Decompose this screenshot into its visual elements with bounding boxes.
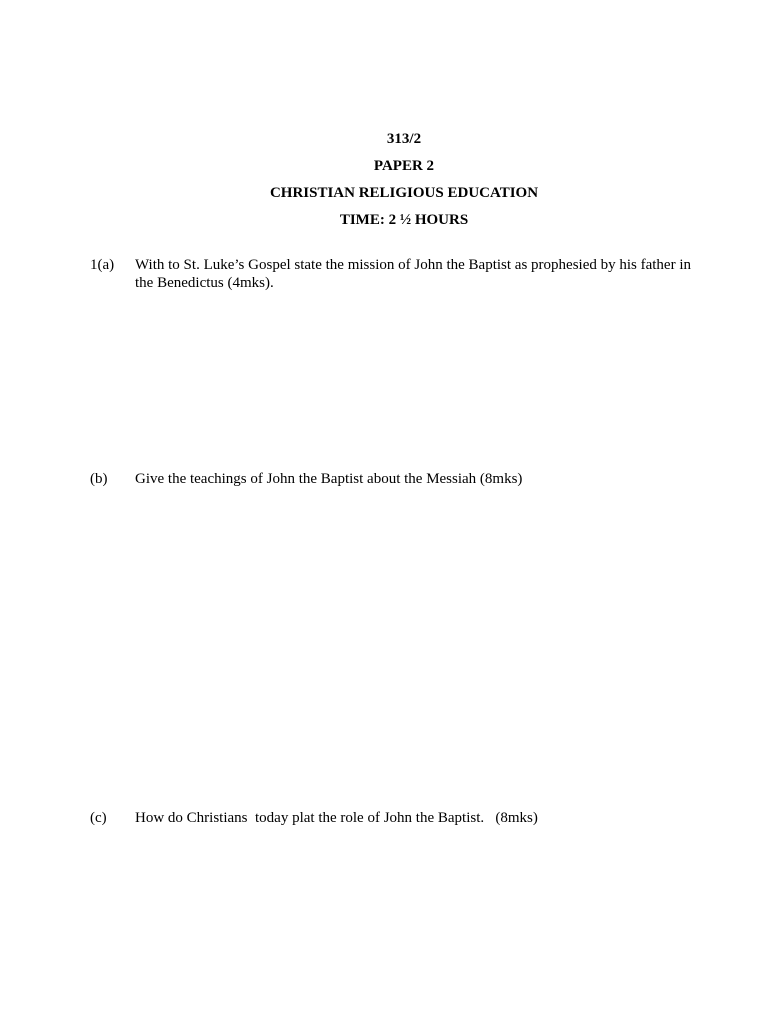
question-text: How do Christians today plat the role of John the Baptist. (8mks) (135, 810, 538, 826)
question-text: Give the teachings of John the Baptist about the Messiah (8mks) (135, 471, 523, 487)
paper-code: 313/2 (386, 131, 422, 147)
question-label: (b) (90, 471, 108, 487)
time-allowed: TIME: 2 ½ HOURS (339, 212, 469, 228)
question-label: 1(a) (90, 257, 115, 273)
subject-title: CHRISTIAN RELIGIOUS EDUCATION (269, 185, 539, 201)
paper-number: PAPER 2 (373, 158, 435, 174)
question-label: (c) (90, 810, 107, 826)
question-text: With to St. Luke’s Gospel state the mission of John the Baptist as prophesied by his father in the Benedictus (4mks). (135, 257, 695, 291)
